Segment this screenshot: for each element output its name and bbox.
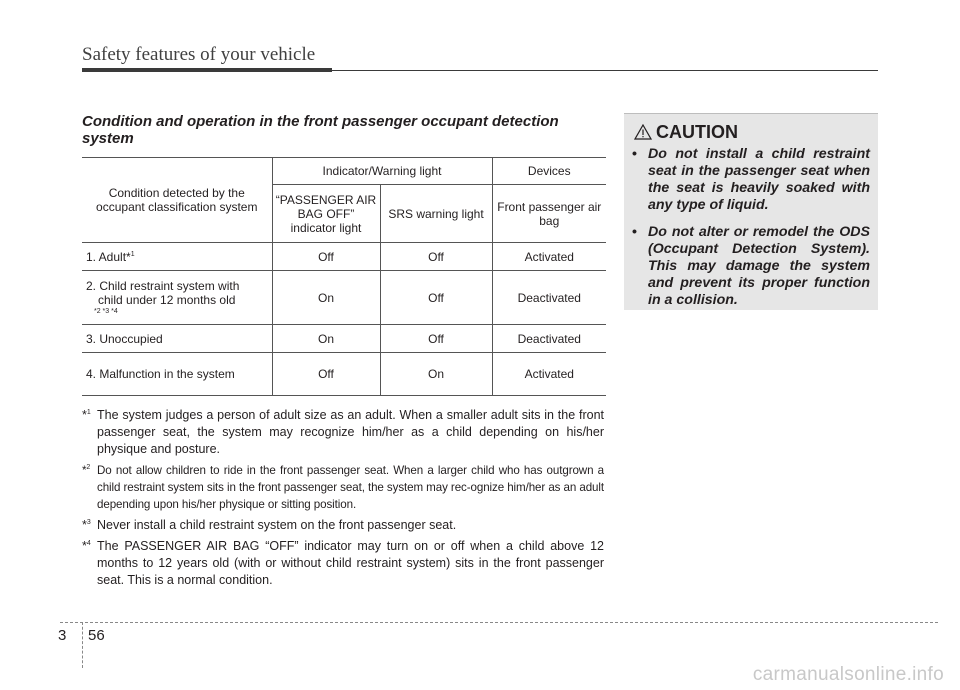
header-srs-warning: SRS warning light	[380, 185, 492, 243]
table-row	[82, 243, 606, 271]
cell-passenger-airbag-off: Off	[272, 353, 380, 396]
row-label: 3. Unoccupied	[82, 325, 272, 353]
table-row	[82, 353, 606, 396]
header-devices: Devices	[492, 158, 606, 185]
row-label: 2. Child restraint system with child under 12 months old *2 *3 *4	[82, 271, 272, 325]
section-heading: Condition and operation in the front passenger occupant detection system	[82, 113, 559, 147]
ods-condition-table	[82, 157, 606, 396]
cell-srs: On	[380, 353, 492, 396]
page-number: 56	[88, 627, 105, 644]
section-number: 3	[58, 627, 67, 644]
header-condition: Condition detected by the occupant classification system	[82, 158, 272, 243]
table-row	[82, 325, 606, 353]
row-label: 1. Adult*$^1$	[82, 243, 272, 271]
caution-heading: CAUTION	[634, 122, 738, 143]
footnotes	[82, 407, 604, 593]
table-row	[82, 271, 606, 325]
cell-passenger-airbag-off: On	[272, 271, 380, 325]
cell-airbag: Activated	[492, 353, 606, 396]
footnote-2: *$^2$ Do not allow children to ride in the front passenger seat. When a larger child who has outgrown a child restraint system sits in the front passenger seat, the system may rec-ognize him/her as an adult depending upon his/her physique or sitting position.	[82, 464, 604, 511]
header-indicator-group: Indicator/Warning light	[272, 158, 492, 185]
header-passenger-airbag-off: “PASSENGER AIR BAG OFF” indicator light	[272, 185, 380, 243]
header-rule-thin	[332, 70, 878, 71]
footnote-4: *$^4$ The PASSENGER AIR BAG “OFF” indicator may turn on or off when a child above 12 months to 12 years old (with or without child restraint system) sits in the front passenger seat. This is a normal condition.	[82, 539, 604, 587]
footnote-1: *$^1$ The system judges a person of adult size as an adult. When a smaller adult sits in the front passenger seat, the system may recognize him/her as a child depending on his/her physique and posture.	[82, 408, 604, 456]
caution-box	[624, 113, 878, 310]
header-front-airbag: Front passenger air bag	[492, 185, 606, 243]
cell-passenger-airbag-off: On	[272, 325, 380, 353]
row-label: 4. Malfunction in the system	[82, 353, 272, 396]
caution-list	[632, 146, 870, 319]
cell-airbag: Deactivated	[492, 271, 606, 325]
page-header-title: Safety features of your vehicle	[82, 44, 316, 65]
cell-srs: Off	[380, 243, 492, 271]
caution-item: • Do not alter or remodel the ODS (Occupant Detection System). This may damage the system and prevent its proper function in a collision.	[632, 224, 870, 309]
watermark: carmanualsonline.info	[752, 664, 944, 685]
footer-divider	[82, 622, 83, 668]
cell-airbag: Activated	[492, 243, 606, 271]
caution-item: • Do not install a child restraint seat in the passenger seat when the seat is heavily soaked with any type of liquid.	[632, 146, 870, 214]
cell-passenger-airbag-off: Off	[272, 243, 380, 271]
footnote-3: *$^3$ Never install a child restraint system on the front passenger seat.	[82, 518, 457, 532]
footer-rule	[60, 622, 938, 623]
cell-srs: Off	[380, 325, 492, 353]
header-rule-thick	[82, 68, 332, 72]
cell-airbag: Deactivated	[492, 325, 606, 353]
cell-srs: Off	[380, 271, 492, 325]
warning-triangle-icon	[634, 124, 652, 140]
